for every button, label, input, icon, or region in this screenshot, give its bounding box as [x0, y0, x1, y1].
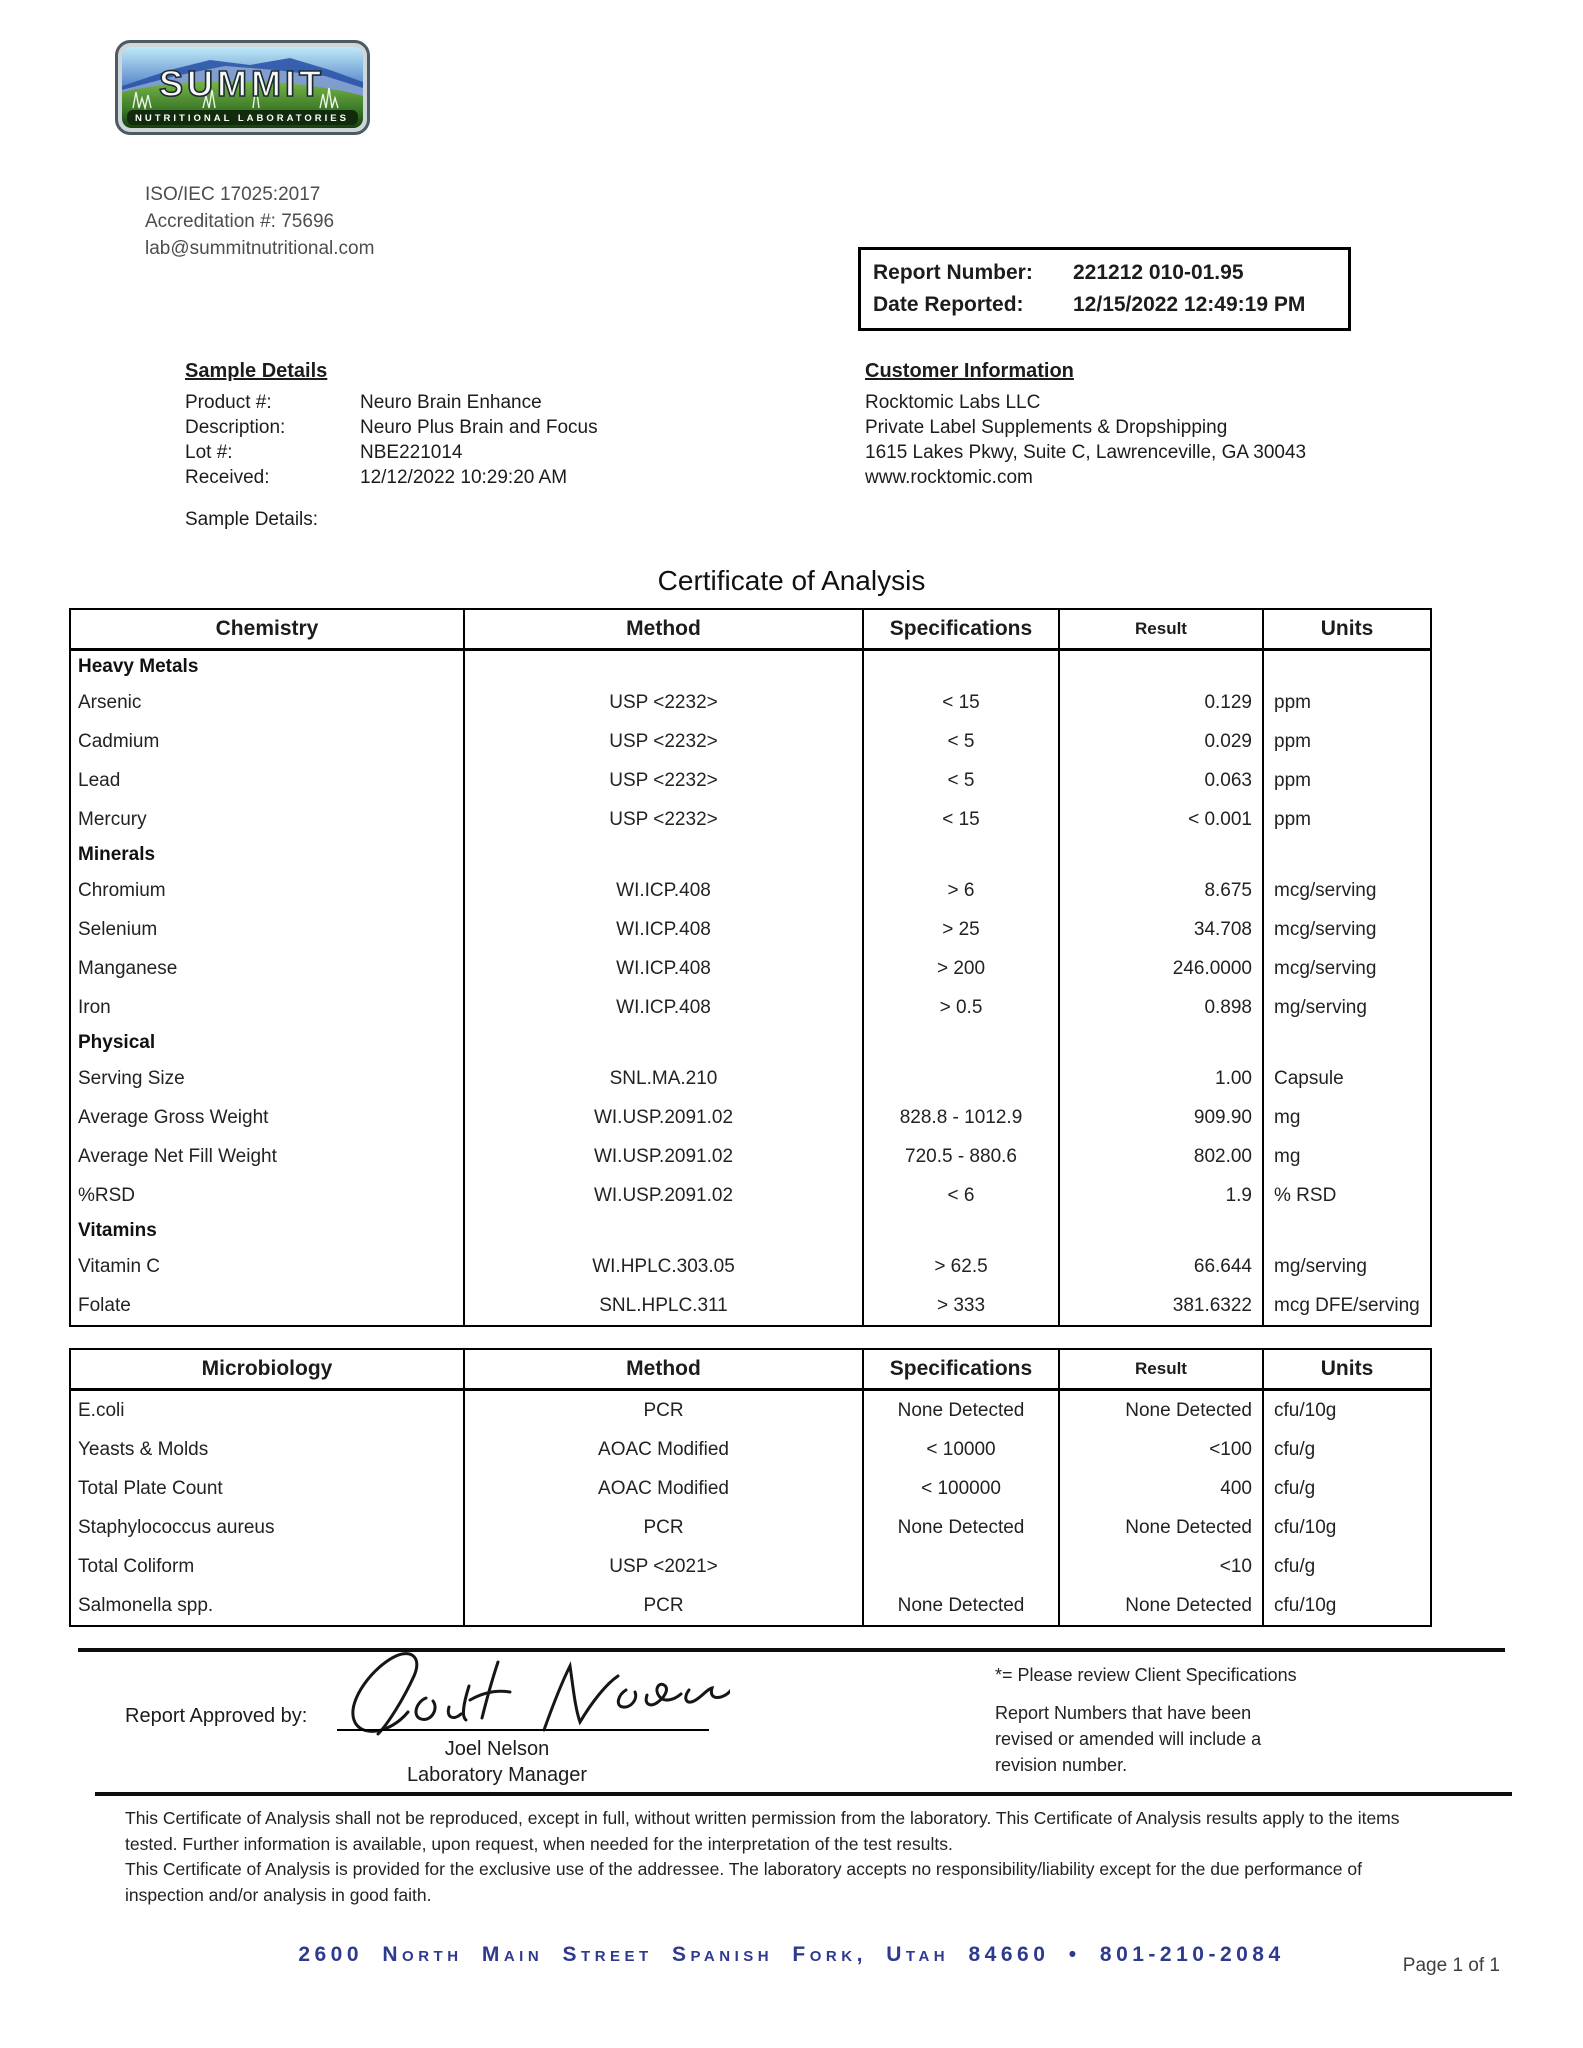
cell-result: 802.00 [1060, 1137, 1264, 1176]
report-number-label: Report Number: [873, 261, 1033, 284]
cell-name: Salmonella spp. [71, 1586, 465, 1625]
cell-units: mg [1274, 1106, 1301, 1128]
cell-name: Selenium [71, 910, 465, 949]
sample-value: Neuro Brain Enhance [360, 392, 542, 413]
cell-result: 381.6322 [1060, 1286, 1264, 1325]
microbiology-table [69, 1348, 1432, 1627]
table-header-row [71, 1350, 1430, 1391]
table-row [71, 1391, 1430, 1430]
cell-spec: > 62.5 [864, 1247, 1060, 1286]
cell-method: PCR [465, 1586, 864, 1625]
cell-name: Chromium [71, 871, 465, 910]
cell-name: Physical [71, 1027, 465, 1059]
cell-units: cfu/g [1274, 1555, 1316, 1577]
sample-value: NBE221014 [360, 442, 463, 463]
cell-result: 909.90 [1060, 1098, 1264, 1137]
disclaimer-paragraph: This Certificate of Analysis is provided for the exclusive use of the addressee. The laboratory accepts no responsibility/liability except for the due performance of inspection and/or analysis in good faith. [125, 1859, 1362, 1905]
cell-name: E.coli [71, 1391, 465, 1430]
cell-units: mcg DFE/serving [1274, 1294, 1420, 1316]
cell-result: 34.708 [1060, 910, 1264, 949]
table-section-row [71, 1027, 1430, 1059]
cell-name: Total Coliform [71, 1547, 465, 1586]
accreditation-number: Accreditation #: 75696 [145, 211, 335, 232]
cell-method: AOAC Modified [465, 1469, 864, 1508]
cell-name: Iron [71, 988, 465, 1027]
logo-brand-text: SUMMIT [159, 63, 325, 104]
table-row [71, 800, 1430, 839]
lab-email: lab@summitnutritional.com [145, 238, 375, 259]
cell-spec: > 200 [864, 949, 1060, 988]
cell-spec: > 25 [864, 910, 1060, 949]
cell-spec [864, 651, 1060, 683]
logo-tagline-text: NUTRITIONAL LABORATORIES [135, 113, 349, 124]
cell-name: Manganese [71, 949, 465, 988]
cell-result [1060, 651, 1264, 683]
cell-result: 246.0000 [1060, 949, 1264, 988]
sample-label: Lot #: [185, 442, 233, 463]
cell-result: None Detected [1060, 1586, 1264, 1625]
cell-units: Capsule [1274, 1067, 1344, 1089]
cell-spec: < 100000 [864, 1469, 1060, 1508]
table-row [71, 1469, 1430, 1508]
cell-units: mcg/serving [1274, 957, 1377, 979]
cell-name: Arsenic [71, 683, 465, 722]
signer-title: Laboratory Manager [406, 1764, 588, 1786]
customer-information-section [865, 360, 1485, 490]
cell-result: <10 [1060, 1547, 1264, 1586]
cell-units: ppm [1274, 691, 1311, 713]
page-title: Certificate of Analysis [657, 565, 926, 596]
cell-spec: 828.8 - 1012.9 [864, 1098, 1060, 1137]
cell-spec: > 6 [864, 871, 1060, 910]
cell-result: 0.029 [1060, 722, 1264, 761]
table-header-row [71, 610, 1430, 651]
header-result: Result [1060, 1350, 1264, 1388]
date-reported-label: Date Reported: [873, 293, 1024, 316]
cell-units: mg/serving [1274, 1255, 1367, 1277]
cell-method: WI.ICP.408 [465, 910, 864, 949]
cell-name: Minerals [71, 839, 465, 871]
cell-units: mg [1274, 1145, 1301, 1167]
customer-description: Private Label Supplements & Dropshipping [865, 417, 1228, 438]
cell-method: SNL.HPLC.311 [465, 1286, 864, 1325]
sample-details-section [185, 360, 745, 490]
cell-result: 8.675 [1060, 871, 1264, 910]
chemistry-table [69, 608, 1432, 1327]
table-row [71, 1098, 1430, 1137]
table-row [71, 1137, 1430, 1176]
sample-value: Neuro Plus Brain and Focus [360, 417, 598, 438]
cell-spec: < 5 [864, 761, 1060, 800]
cell-result: 66.644 [1060, 1247, 1264, 1286]
cell-method: USP <2021> [465, 1547, 864, 1586]
table-row [71, 1547, 1430, 1586]
cell-name: Average Net Fill Weight [71, 1137, 465, 1176]
report-approved-by-label: Report Approved by: [125, 1705, 308, 1727]
cell-spec: < 6 [864, 1176, 1060, 1215]
customer-name: Rocktomic Labs LLC [865, 392, 1041, 413]
signer-block [332, 1736, 662, 1788]
cell-units: mcg/serving [1274, 879, 1377, 901]
cell-name: %RSD [71, 1176, 465, 1215]
table-row [71, 1430, 1430, 1469]
cell-units: % RSD [1274, 1184, 1337, 1206]
cell-method: PCR [465, 1391, 864, 1430]
signature-image [330, 1642, 730, 1737]
cell-units: ppm [1274, 730, 1311, 752]
cell-name: Cadmium [71, 722, 465, 761]
cell-spec [864, 1059, 1060, 1098]
header-microbiology: Microbiology [71, 1350, 465, 1388]
iso-standard: ISO/IEC 17025:2017 [145, 184, 321, 205]
cell-method: WI.USP.2091.02 [465, 1137, 864, 1176]
cell-name: Average Gross Weight [71, 1098, 465, 1137]
cell-name: Heavy Metals [71, 651, 465, 683]
cell-method [465, 651, 864, 683]
header-units: Units [1320, 617, 1374, 640]
cell-method [465, 1027, 864, 1059]
cell-method: AOAC Modified [465, 1430, 864, 1469]
page-indicator: Page 1 of 1 [1402, 1955, 1500, 1976]
cell-spec: < 10000 [864, 1430, 1060, 1469]
cell-spec [864, 1547, 1060, 1586]
table-row [71, 1247, 1430, 1286]
table-row [71, 949, 1430, 988]
cell-spec: None Detected [864, 1586, 1060, 1625]
cell-method: WI.ICP.408 [465, 988, 864, 1027]
cell-spec: None Detected [864, 1391, 1060, 1430]
header-chemistry: Chemistry [71, 610, 465, 648]
cell-result [1060, 1027, 1264, 1059]
cell-result: 0.063 [1060, 761, 1264, 800]
header-result: Result [1060, 610, 1264, 648]
cell-units: cfu/10g [1274, 1399, 1337, 1421]
table-row [71, 1586, 1430, 1625]
cell-method: USP <2232> [465, 683, 864, 722]
cell-name: Mercury [71, 800, 465, 839]
cell-spec: < 15 [864, 683, 1060, 722]
cell-units: mg/serving [1274, 996, 1367, 1018]
summit-logo-graphic [115, 40, 370, 135]
cell-units: cfu/10g [1274, 1594, 1337, 1616]
cell-spec: > 333 [864, 1286, 1060, 1325]
table-row [71, 722, 1430, 761]
customer-information-heading: Customer Information [865, 360, 1074, 382]
client-specifications-note: *= Please review Client Specifications [995, 1665, 1297, 1685]
table-section-row [71, 1215, 1430, 1247]
cell-result: <100 [1060, 1430, 1264, 1469]
cell-method: USP <2232> [465, 722, 864, 761]
cell-result: 400 [1060, 1469, 1264, 1508]
sample-label: Description: [185, 417, 286, 438]
report-info-box [858, 247, 1351, 331]
cell-spec [864, 1027, 1060, 1059]
cell-name: Lead [71, 761, 465, 800]
signature-line [337, 1729, 709, 1731]
disclaimer-paragraph: This Certificate of Analysis shall not be reproduced, except in full, without written permission from the laboratory. This Certificate of Analysis results apply to the items tested. Further information is available, upon request, when needed for the interpretation of the test results. [125, 1808, 1400, 1854]
cell-method: WI.HPLC.303.05 [465, 1247, 864, 1286]
cell-spec [864, 839, 1060, 871]
cell-units: cfu/g [1274, 1438, 1316, 1460]
table-row [71, 988, 1430, 1027]
table-row [71, 683, 1430, 722]
cell-result: 0.898 [1060, 988, 1264, 1027]
cell-spec: < 5 [864, 722, 1060, 761]
cell-result: 1.00 [1060, 1059, 1264, 1098]
cell-name: Vitamins [71, 1215, 465, 1247]
summit-logo [115, 40, 370, 135]
table-row [71, 1059, 1430, 1098]
table-row [71, 1508, 1430, 1547]
cell-units [1264, 651, 1430, 683]
customer-address: 1615 Lakes Pkwy, Suite C, Lawrenceville, GA 30043 [865, 442, 1307, 463]
cell-units: ppm [1274, 769, 1311, 791]
cell-method: WI.USP.2091.02 [465, 1176, 864, 1215]
sample-label: Received: [185, 467, 270, 488]
cell-method: WI.ICP.408 [465, 949, 864, 988]
cell-result: None Detected [1060, 1391, 1264, 1430]
cell-units: cfu/g [1274, 1477, 1316, 1499]
cell-name: Vitamin C [71, 1247, 465, 1286]
table-row [71, 761, 1430, 800]
table-row [71, 1176, 1430, 1215]
table-row [71, 1286, 1430, 1325]
header-units: Units [1320, 1357, 1374, 1380]
sample-details-extra-label: Sample Details: [185, 509, 319, 530]
revision-note: Report Numbers that have been revised or amended will include a revision number. [995, 1703, 1262, 1775]
cell-name: Staphylococcus aureus [71, 1508, 465, 1547]
sample-details-heading: Sample Details [185, 360, 328, 382]
cell-result [1060, 1215, 1264, 1247]
cell-method: PCR [465, 1508, 864, 1547]
cell-units [1264, 839, 1430, 871]
cell-units: cfu/10g [1274, 1516, 1337, 1538]
cell-result: < 0.001 [1060, 800, 1264, 839]
signer-name: Joel Nelson [444, 1738, 550, 1760]
sample-label: Product #: [185, 392, 272, 413]
footer-address: 2600 North Main Street Spanish Fork, Utah 84660 • 801-210-2084 [298, 1943, 1285, 1966]
cell-spec: 720.5 - 880.6 [864, 1137, 1060, 1176]
cell-result [1060, 839, 1264, 871]
cell-result: 0.129 [1060, 683, 1264, 722]
sample-value: 12/12/2022 10:29:20 AM [360, 467, 568, 488]
cell-spec [864, 1215, 1060, 1247]
cell-method: WI.USP.2091.02 [465, 1098, 864, 1137]
table-row [71, 910, 1430, 949]
disclaimer-block [125, 1806, 1430, 1908]
cell-units: ppm [1274, 808, 1311, 830]
report-number-value: 221212 010-01.95 [1073, 261, 1244, 284]
cell-result: 1.9 [1060, 1176, 1264, 1215]
header-specifications: Specifications [864, 1350, 1060, 1388]
cell-units [1264, 1215, 1430, 1247]
divider-rule-bottom [95, 1792, 1512, 1796]
cell-result: None Detected [1060, 1508, 1264, 1547]
header-method: Method [465, 610, 864, 648]
cell-method [465, 1215, 864, 1247]
table-section-row [71, 839, 1430, 871]
cell-method: WI.ICP.408 [465, 871, 864, 910]
cell-spec: < 15 [864, 800, 1060, 839]
cell-name: Serving Size [71, 1059, 465, 1098]
cell-name: Yeasts & Molds [71, 1430, 465, 1469]
accreditation-block [145, 181, 374, 262]
cell-name: Total Plate Count [71, 1469, 465, 1508]
cell-spec: > 0.5 [864, 988, 1060, 1027]
cell-method: SNL.MA.210 [465, 1059, 864, 1098]
cell-method: USP <2232> [465, 800, 864, 839]
table-row [71, 871, 1430, 910]
cell-units [1264, 1027, 1430, 1059]
cell-method [465, 839, 864, 871]
table-section-row [71, 651, 1430, 683]
header-specifications: Specifications [864, 610, 1060, 648]
divider-rule-top [78, 1648, 1505, 1652]
header-method: Method [465, 1350, 864, 1388]
cell-units: mcg/serving [1274, 918, 1377, 940]
cell-spec: None Detected [864, 1508, 1060, 1547]
date-reported-value: 12/15/2022 12:49:19 PM [1073, 293, 1306, 316]
cell-name: Folate [71, 1286, 465, 1325]
customer-website: www.rocktomic.com [865, 467, 1033, 488]
cell-method: USP <2232> [465, 761, 864, 800]
